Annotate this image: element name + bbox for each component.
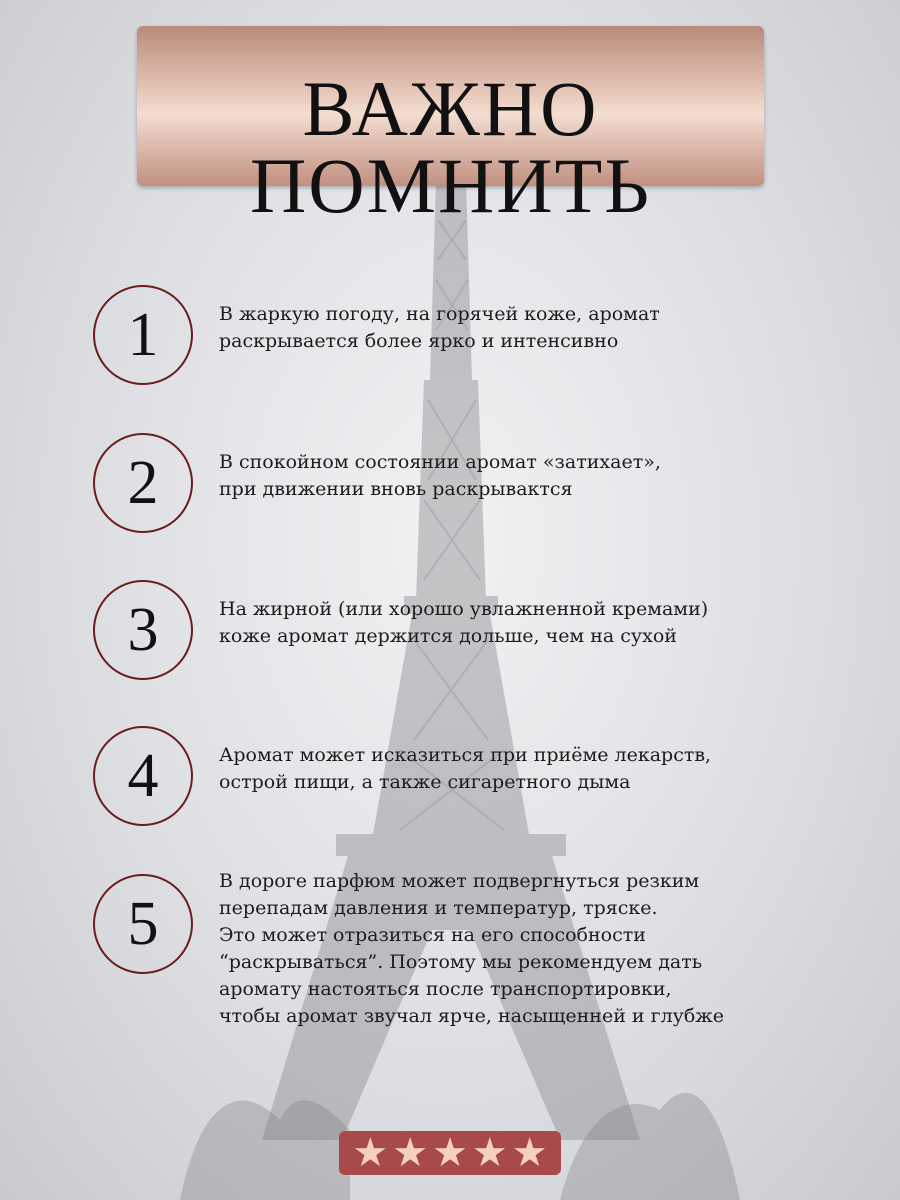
rating-stars xyxy=(339,1131,561,1175)
item-number-circle: 3 xyxy=(93,580,193,680)
star-icon: ★ xyxy=(432,1130,468,1176)
item-text-line: В дороге парфюм может подвергнуться резким xyxy=(219,870,700,892)
item-text-line: коже аромат держится дольше, чем на сухой xyxy=(219,625,677,647)
item-text-line: аромату настояться после транспортировки, xyxy=(219,978,672,1000)
star-icon: ★ xyxy=(511,1130,548,1176)
item-text xyxy=(219,449,759,503)
item-text-line: чтобы аромат звучал ярче, насыщенней и глубже xyxy=(219,1005,724,1027)
item-text-line: Аромат может исказиться при приёме лекарств, xyxy=(219,744,712,766)
item-text-line: “раскрываться”. Поэтому мы рекомендуем дать xyxy=(219,951,703,973)
star-icon: ★ xyxy=(392,1130,429,1176)
item-text-line: раскрывается более ярко и интенсивно xyxy=(219,330,619,352)
title-banner xyxy=(137,26,764,229)
item-text-line: В жаркую погоду, на горячей коже, аромат xyxy=(219,303,660,325)
item-text-line: На жирной (или хорошо увлажненной кремами) xyxy=(219,598,709,620)
item-number-circle: 4 xyxy=(93,726,193,826)
item-text xyxy=(219,868,759,1030)
star-icon: ★ xyxy=(352,1130,389,1176)
item-text-line: при движении вновь раскрывактся xyxy=(219,478,573,500)
item-text xyxy=(219,301,759,355)
item-number-circle: 2 xyxy=(93,433,193,533)
item-number-circle: 5 xyxy=(93,874,193,974)
star-icon: ★ xyxy=(471,1130,508,1176)
item-text xyxy=(219,742,759,796)
title-line-1: ВАЖНО xyxy=(302,65,599,152)
title-line-2: ПОМНИТЬ xyxy=(249,142,652,229)
item-text xyxy=(219,596,759,650)
item-text-line: перепадам давления и температур, тряске. xyxy=(219,897,658,919)
item-text-line: острой пищи, а также сигаретного дыма xyxy=(219,771,631,793)
item-number-circle: 1 xyxy=(93,285,193,385)
item-text-line: В спокойном состоянии аромат «затихает», xyxy=(219,451,661,473)
item-text-line: Это может отразиться на его способности xyxy=(219,924,646,946)
